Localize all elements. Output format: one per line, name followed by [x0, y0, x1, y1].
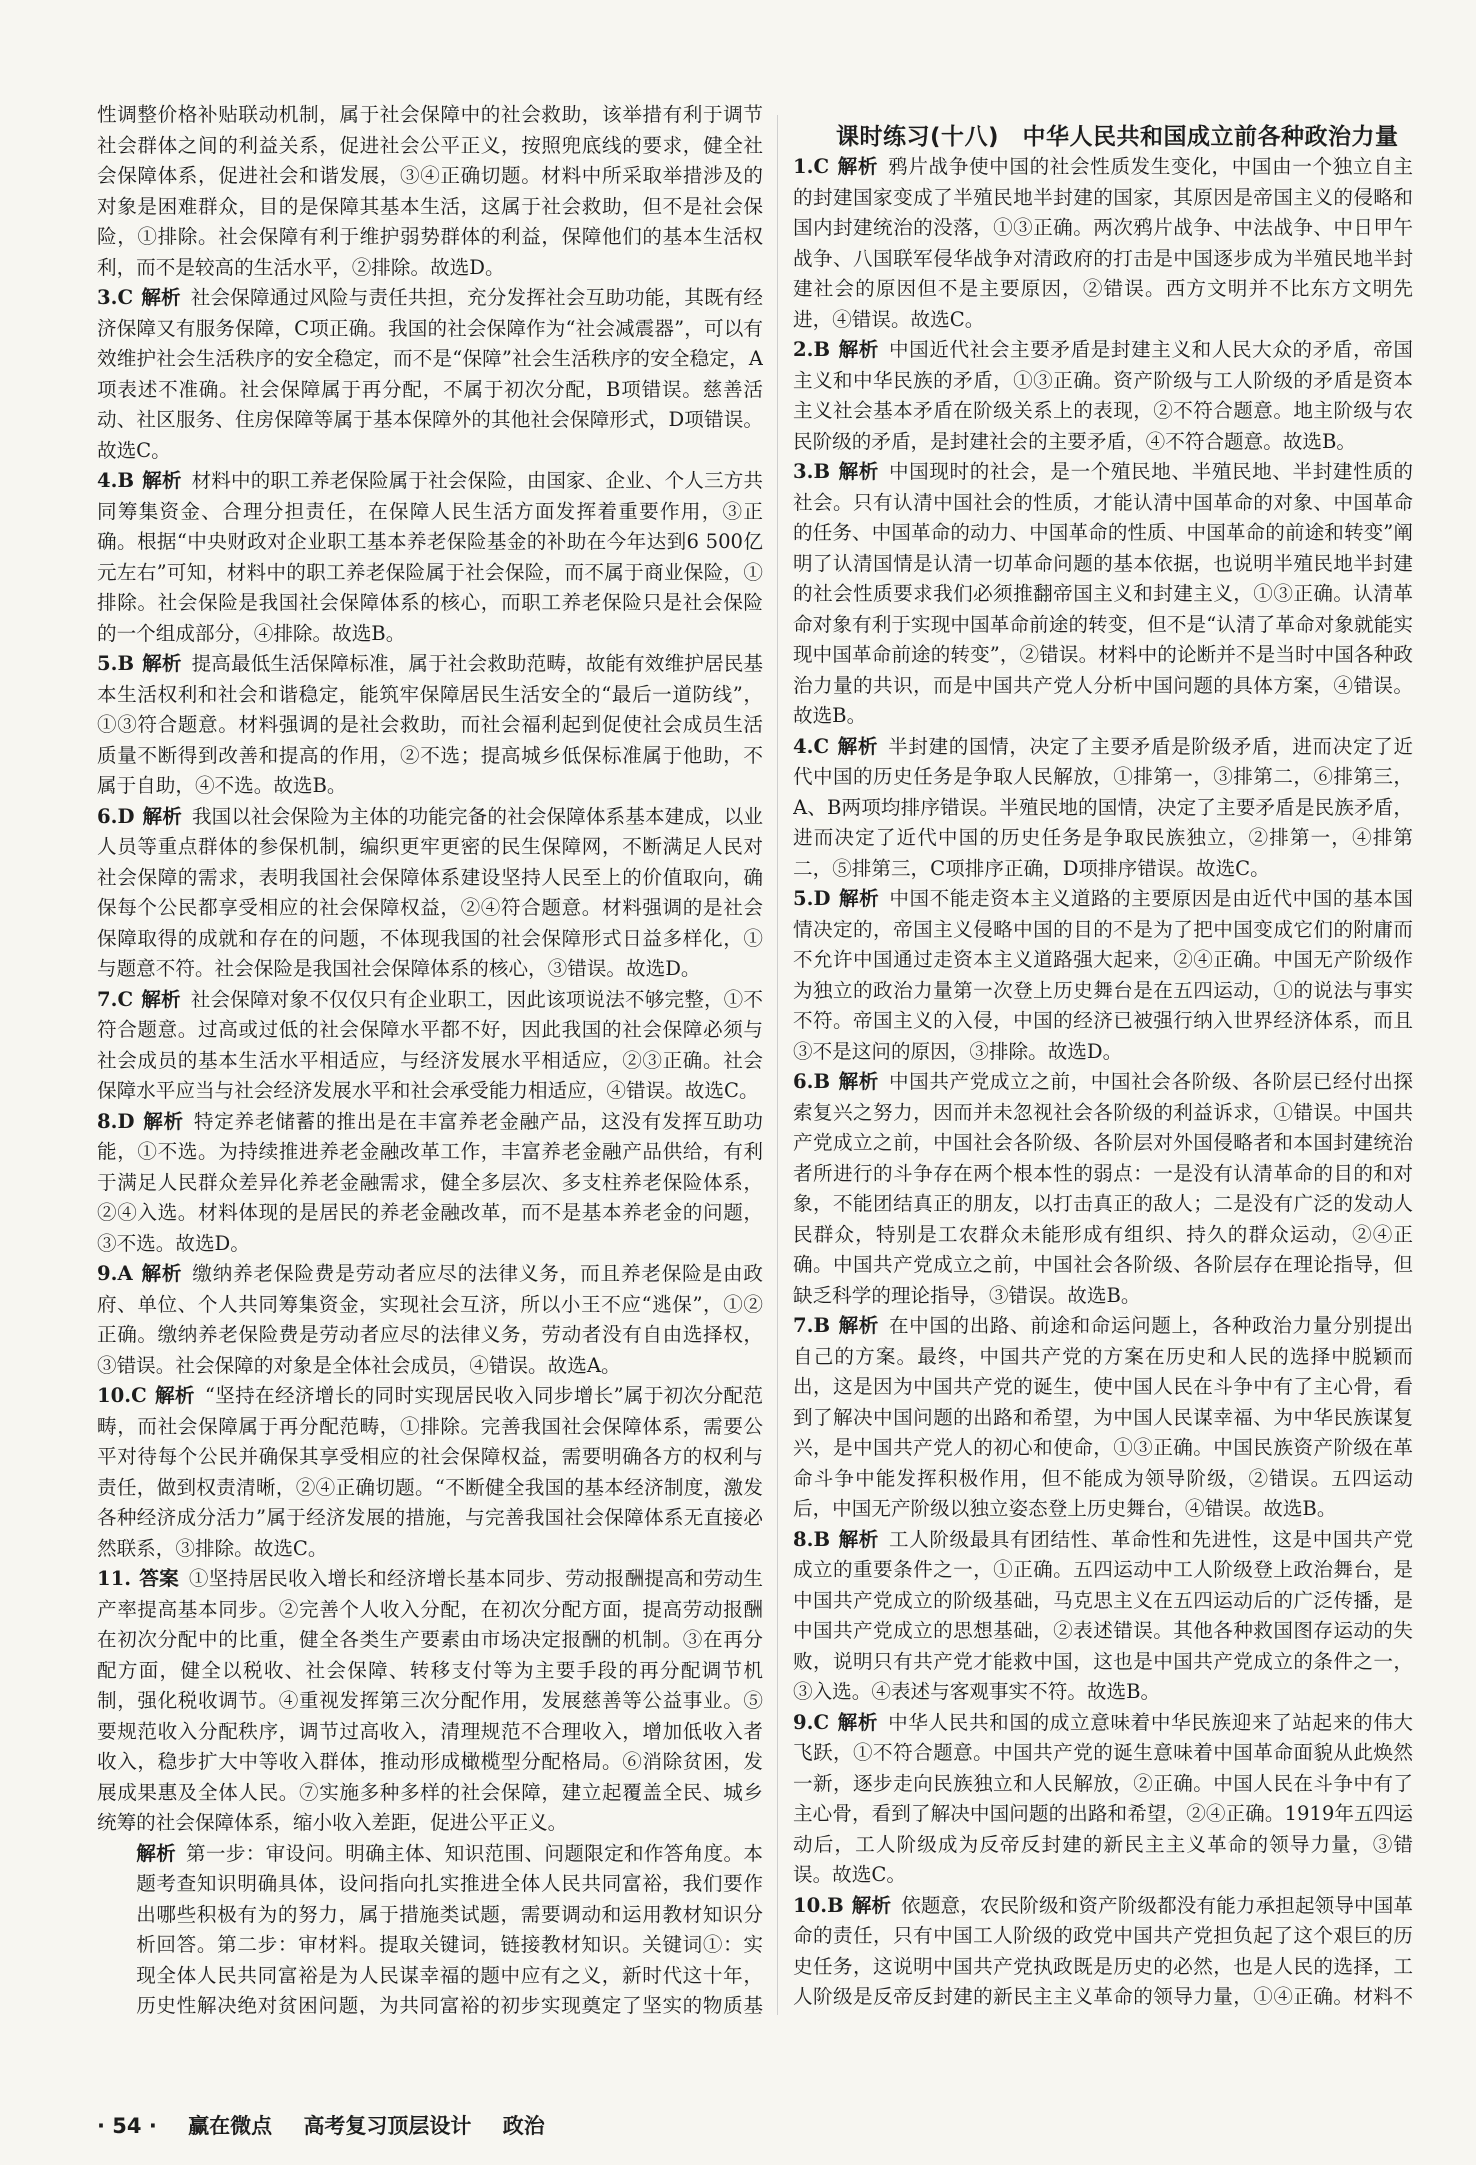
section-title: 课时练习(十八) 中华人民共和国成立前各种政治力量	[836, 124, 1399, 150]
answer-text: 鸦片战争使中国的社会性质发生变化，中国由一个独立自主的封建国家变成了半殖民地半封建的国家，其原因是帝国主义的侵略和国内封建统治的没落，①③正确。两次鸦片战争、中法战争、中日甲午战争、八国联军侵华战争对清政府的打击是中国逐步成为半殖民地半封建社会的原因但不是主要原因，②错误。西方文明并不比东方文明先进，④错误。故选C。	[793, 155, 1413, 331]
answer-tag: 解析	[838, 1070, 879, 1093]
left-column	[97, 100, 763, 2015]
answer-text: 中国近代社会主要矛盾是封建主义和人民大众的矛盾，帝国主义和中华民族的矛盾，①③正确。资产阶级与工人阶级的矛盾是资本主义社会基本矛盾在阶级关系上的表现，②不符合题意。地主阶级与农民阶级的矛盾，是封建社会的主要矛盾，④不符合题意。故选B。	[793, 338, 1413, 453]
answer-number: 6.B	[793, 1070, 831, 1093]
answer-text: 中国现时的社会，是一个殖民地、半殖民地、半封建性质的社会。只有认清中国社会的性质，才能认清中国革命的对象、中国革命的任务、中国革命的动力、中国革命的性质、中国革命的前途和转变”阐明了认清国情是认清一切革命问题的基本依据，也说明半殖民地半封建的社会性质要求我们必须推翻帝国主义和封建主义，①③正确。认清革命对象有利于实现中国革命前途的转变，但不是“认清了革命对象就能实现中国革命前途的转变”，②错误。材料中的论断并不是当时中国各种政治力量的共识，而是中国共产党人分析中国问题的具体方案，④错误。故选B。	[793, 460, 1413, 727]
answer-text: 提高最低生活保障标准，属于社会救助范畴，故能有效维护居民基本生活权利和社会和谐稳定，能筑牢保障居民生活安全的“最后一道防线”，①③符合题意。材料强调的是社会救助，而社会福利起到促使社会成员生活质量不断得到改善和提高的作用，②不选；提高城乡低保标准属于他助，不属于自助，④不选。故选B。	[97, 652, 763, 797]
answer-tag: 解析	[837, 155, 879, 178]
right-column	[793, 152, 1413, 2015]
analysis-tag: 解析	[136, 1841, 177, 1865]
answer-text: 材料中的职工养老保险属于社会保险，由国家、企业、个人三方共同筹集资金、合理分担责任，在保障人民生活方面发挥着重要作用，③正确。根据“中央财政对企业职工基本养老保险基金的补助在今年达到6 500亿元左右”可知，材料中的职工养老保险属于社会保险，而不属于商业保险，①排除。社会保险是我国社会保障体系的核心，而职工养老保险只是社会保险的一个组成部分，④排除。故选B。	[97, 469, 763, 645]
answer-text: ①坚持居民收入增长和经济增长基本同步、劳动报酬提高和劳动生产率提高基本同步。②完善个人收入分配，在初次分配方面，提高劳动报酬在初次分配中的比重，健全各类生产要素由市场决定报酬的机制。③在再分配方面，健全以税收、社会保障、转移支付等为主要手段的再分配调节机制，强化税收调节。④重视发挥第三次分配作用，发展慈善等公益事业。⑤要规范收入分配秩序，调节过高收入，清理规范不合理收入，增加低收入者收入，稳步扩大中等收入群体，推动形成橄榄型分配格局。⑥消除贫困，发展成果惠及全体人民。⑦实施多种多样的社会保障，建立起覆盖全民、城乡统筹的社会保障体系，缩小收入差距，促进公平正义。	[97, 1567, 763, 1834]
answer-item	[97, 802, 763, 985]
answer-item	[97, 1107, 763, 1260]
answer-item	[97, 466, 763, 649]
answer-number: 7.B	[793, 1314, 831, 1337]
page-footer	[97, 2110, 569, 2140]
answer-item	[97, 283, 763, 466]
answer-tag: 解析	[142, 804, 182, 828]
answer-tag: 解析	[838, 887, 880, 910]
column-divider	[777, 115, 778, 2015]
answer-item	[97, 1259, 763, 1381]
right-answer-list	[793, 152, 1413, 2015]
answer-tag: 解析	[838, 1314, 879, 1337]
answer-item	[97, 1381, 763, 1564]
answer-number: 4.B	[97, 469, 135, 492]
answer-tag: 解析	[141, 286, 181, 309]
answer-text: 社会保障通过风险与责任共担，充分发挥社会互助功能，其既有经济保障又有服务保障，C项正确。我国的社会保障作为“社会减震器”，可以有效维护社会生活秩序的安全稳定，而不是“保障”社会生活秩序的安全稳定，A项表述不准确。社会保障属于再分配，不属于初次分配，B项错误。慈善活动、社区服务、住房保障等属于基本保障外的其他社会保障形式，D项错误。故选C。	[97, 286, 763, 462]
answer-text: 半封建的国情，决定了主要矛盾是阶级矛盾，进而决定了近代中国的历史任务是争取人民解放，①排第一，③排第二，⑥排第三，A、B两项均排序错误。半殖民地的国情，决定了主要矛盾是民族矛盾，进而决定了近代中国的历史任务是争取民族独立，②排第一，④排第二，⑤排第三，C项排序正确，D项排序错误。故选C。	[793, 734, 1413, 880]
answer-number: 7.C	[97, 987, 134, 1011]
answer-number: 4.C	[793, 734, 830, 758]
footer-subject: 政治	[502, 2114, 545, 2138]
answer-text: 特定养老储蓄的推出是在丰富养老金融产品，这没有发挥互助功能，①不选。为持续推进养老金融改革工作，丰富养老金融产品供给，有利于满足人民群众差异化养老金融需求，健全多层次、多支柱养老保险体系，②④入选。材料体现的是居民的养老金融改革，而不是基本养老金的问题，③不选。故选D。	[97, 1109, 763, 1255]
answer-tag: 解析	[142, 469, 182, 492]
answer-number: 2.B	[793, 338, 831, 361]
continued-paragraph: 性调整价格补贴联动机制，属于社会保障中的社会救助，该举措有利于调节社会群体之间的利益关系，促进社会公平正义，按照兜底线的要求，健全社会保障体系，促进社会和谐发展，③④正确切题。材料中所采取举措涉及的对象是困难群众，目的是保障其基本生活，这属于社会救助，但不是社会保险，①排除。社会保障有利于维护弱势群体的利益，保障他们的基本生活权利，而不是较高的生活水平，②排除。故选D。	[97, 103, 763, 279]
analysis-11-left	[97, 1839, 763, 2016]
answer-item	[793, 732, 1413, 885]
page-number: · 54 ·	[97, 2114, 157, 2138]
answer-tag: 解析	[140, 1262, 183, 1285]
answer-item	[793, 152, 1413, 335]
answer-number: 10.C	[97, 1384, 147, 1407]
answer-text: 社会保障对象不仅仅只有企业职工，因此该项说法不够完整，①不符合题意。过高或过低的社会保障水平都不好，因此我国的社会保障必须与社会成员的基本生活水平相适应，与经济发展水平相适应，②③正确。社会保障水平应当与社会经济发展水平和社会承受能力相适应，④错误。故选C。	[97, 987, 763, 1102]
answer-text: 中国不能走资本主义道路的主要原因是由近代中国的基本国情决定的，帝国主义侵略中国的目的不是为了把中国变成它们的附庸而不允许中国通过走资本主义道路强大起来，②④正确。中国无产阶级作为独立的政治力量第一次登上历史舞台是在五四运动，①的说法与事实不符。帝国主义的入侵，中国的经济已被强行纳入世界经济体系，而且③不是这问的原因，③排除。故选D。	[793, 887, 1413, 1063]
answer-number: 8.D	[97, 1109, 135, 1133]
answer-text: 缴纳养老保险费是劳动者应尽的法律义务，而且养老保险是由政府、单位、个人共同筹集资金，实现社会互济，所以小王不应“逃保”，①②正确。缴纳养老保险费是劳动者应尽的法律义务，劳动者没有自由选择权，③错误。社会保障的对象是全体社会成员，④错误。故选A。	[97, 1262, 763, 1377]
answer-tag: 解析	[142, 652, 182, 675]
answer-tag: 解析	[837, 734, 879, 758]
answer-tag: 解析	[837, 1710, 879, 1734]
answer-text: “坚持在经济增长的同时实现居民收入同步增长”属于初次分配范畴，而社会保障属于再分配范畴，①排除。完善我国社会保障体系，需要公平对待每个公民并确保其享受相应的社会保障权益，需要明确各方的权利与责任，做到权责清晰，②④正确切题。“不断健全我国的基本经济制度，激发各种经济成分活力”属于经济发展的措施，与完善我国社会保障体系无直接必然联系，③排除。故选C。	[97, 1384, 763, 1560]
answer-number: 1.C	[793, 155, 830, 178]
answer-item	[793, 884, 1413, 1067]
answer-item	[97, 649, 763, 802]
answer-text: 我国以社会保险为主体的功能完备的社会保障体系基本建成，以业人员等重点群体的参保机制，编织更牢更密的民生保障网，不断满足人民对社会保障的需求，表明我国社会保障体系建设坚持人民至上的价值取向，确保每个公民都享受相应的社会保障权益，②④符合题意。材料强调的是社会保障取得的成就和存在的问题，不体现我国的社会保障形式日益多样化，①与题意不符。社会保险是我国社会保障体系的核心，③错误。故选D。	[97, 804, 763, 980]
answer-item	[793, 1708, 1413, 1891]
analysis-text: 第一步：审设问。明确主体、知识范围、问题限定和作答角度。本题考查知识明确具体，设问指向扎实推进全体人民共同富裕，我们要作出哪些积极有为的努力，属于措施类试题，需要调动和运用教材知识分析回答。第二步：审材料。提取关键词，链接教材知识。关键词①：实现全体人民共同富裕是为人民谋幸福的题中应有之义，新时代这十年，历史性解决绝对贫困问题，为共同富裕的初步实现奠定了坚实的物质基	[136, 1841, 763, 2015]
answer-item	[793, 1525, 1413, 1708]
answer-tag: 解析	[851, 1893, 892, 1917]
answer-item	[793, 457, 1413, 732]
answer-item	[793, 335, 1413, 457]
answer-number: 8.B	[793, 1527, 831, 1551]
answer-number: 6.D	[97, 804, 135, 828]
answer-number: 11.	[97, 1567, 132, 1590]
answer-tag: 解析	[838, 338, 879, 361]
answer-item	[793, 1311, 1413, 1525]
answer-text: 中华人民共和国的成立意味着中华民族迎来了站起来的伟大飞跃，①不符合题意。中国共产党的诞生意味着中国革命面貌从此焕然一新，逐步走向民族独立和人民解放，②正确。中国人民在斗争中有了主心骨，看到了解决中国问题的出路和希望，②④正确。1919年五四运动后，工人阶级成为反帝反封建的新民主主义革命的领导力量，③错误。故选C。	[793, 1710, 1413, 1886]
answer-tag: 解析	[838, 1527, 879, 1551]
left-answer-list	[97, 283, 763, 1564]
answer-11-left	[97, 1564, 763, 1839]
answer-number: 10.B	[793, 1893, 844, 1917]
answer-number: 3.B	[793, 460, 831, 483]
answer-number: 5.D	[793, 887, 831, 910]
answer-text: 工人阶级最具有团结性、革命性和先进性，这是中国共产党成立的重要条件之一，①正确。五四运动中工人阶级登上政治舞台，是中国共产党成立的阶级基础，马克思主义在五四运动后的广泛传播，是中国共产党成立的思想基础，②表述错误。其他各种救国图存运动的失败，说明只有共产党才能救中国，这也是中国共产党成立的条件之一，③入选。④表述与客观事实不符。故选B。	[793, 1527, 1413, 1703]
answer-tag: 解析	[142, 1109, 184, 1133]
answer-number: 9.A	[97, 1262, 133, 1285]
answer-number: 5.B	[97, 652, 135, 675]
answer-tag: 解析	[154, 1384, 195, 1407]
answer-item	[793, 1891, 1413, 2016]
footer-series: 高考复习顶层设计	[303, 2114, 472, 2138]
footer-brand: 赢在微点	[188, 2114, 273, 2138]
answer-text: 依题意，农民阶级和资产阶级都没有能力承担起领导中国革命的责任，只有中国工人阶级的政党中国共产党担负起了这个艰巨的历史任务，这说明中国共产党执政既是历史的必然，也是人民的选择，工人阶级是反帝反封建的新民主主义革命的领导力量，①④正确。材料不	[793, 1893, 1413, 2008]
answer-number: 3.C	[97, 286, 134, 309]
answer-number: 9.C	[793, 1710, 830, 1734]
answer-tag: 解析	[141, 987, 181, 1011]
answer-item	[97, 985, 763, 1107]
answer-text: 在中国的出路、前途和命运问题上，各种政治力量分别提出自己的方案。最终，中国共产党的方案在历史和人民的选择中脱颖而出，这是因为中国共产党的诞生，使中国人民在斗争中有了主心骨，看到了解决中国问题的出路和希望，为中国人民谋幸福、为中华民族谋复兴，是中国共产党人的初心和使命，①③正确。中国民族资产阶级在革命斗争中能发挥积极作用，但不能成为领导阶级，②错误。五四运动后，中国无产阶级以独立姿态登上历史舞台，④错误。故选B。	[793, 1314, 1413, 1520]
answer-tag: 解析	[838, 460, 879, 483]
answer-text: 中国共产党成立之前，中国社会各阶级、各阶层已经付出探索复兴之努力，因而并未忽视社会各阶级的利益诉求，①错误。中国共产党成立之前，中国社会各阶级、各阶层对外国侵略者和本国封建统治者所进行的斗争存在两个根本性的弱点：一是没有认清革命的目的和对象，不能团结真正的朋友，以打击真正的敌人；二是没有广泛的发动人民群众，特别是工农群众未能形成有组织、持久的群众运动，②④正确。中国共产党成立之前，中国社会各阶级、各阶层存在理论指导，但缺乏科学的理论指导，③错误。故选B。	[793, 1070, 1413, 1307]
answer-tag: 答案	[139, 1567, 179, 1590]
answer-item	[793, 1067, 1413, 1311]
